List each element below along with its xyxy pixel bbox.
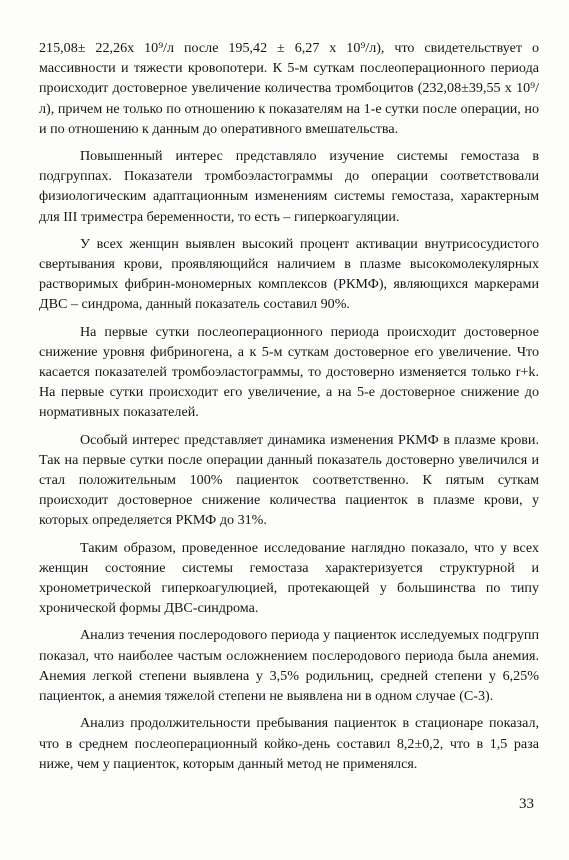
paragraph-2: Повышенный интерес представляло изучение системы гемостаза в подгруппах. Показатели тромбоэластограммы до операции соответствовали физиологическим адаптационным изменениям системы гемостаза, характерным для III триместра беременности, то есть – гиперкоагуляции. bbox=[39, 148, 539, 225]
body-text bbox=[39, 38, 539, 774]
paragraph-3: У всех женщин выявлен высокий процент активации внутрисосудистого свертывания крови, проявляющийся наличием в плазме высокомолекулярных растворимых фибрин-мономерных комплексов (РКМФ), являющихся маркерами ДВС – синдрома, данный показатель составил 90%. bbox=[39, 235, 539, 313]
paragraph-6: Таким образом, проведенное исследование наглядно показало, что у всех женщин состояние системы гемостаза характеризуется структурной и хронометрической гиперкоагулюцией, протекающей у большинства по типу хронической формы ДВС-синдрома. bbox=[39, 539, 539, 617]
paragraph-8: Анализ продолжительности пребывания пациенток в стационаре показал, что в среднем послеоперационный койко-день составил 8,2±0,2, что в 1,5 раза ниже, чем у пациенток, которым данный метод не применялся. bbox=[39, 715, 539, 772]
paragraph-5: Особый интерес представляет динамика изменения РКМФ в плазме крови. Так на первые сутки после операции данный показатель достоверно увеличился и стал положительным 100% пациенток соответственно. К пятым суткам происходит достоверное снижение количества пациенток в плазме крови, у которых определяется РКМФ до 31%. bbox=[39, 431, 539, 529]
page-number: 33 bbox=[519, 796, 534, 812]
paragraph-1: 215,08± 22,26х 10⁹/л после 195,42 ± 6,27 х 10⁹/л), что свидетельствует о массивности и тяжести кровопотери. К 5-м суткам послеоперационного периода происходит достоверное увеличение количества тромбоцитов (232,08±39,55 х 10⁹/л), причем не только по отношению к показателям на 1-е сутки после операции, но и по отношению к данным до оперативного вмешательства. bbox=[39, 40, 539, 137]
paragraph-4: На первые сутки послеоперационного периода происходит достоверное снижение уровня фибриногена, а к 5-м суткам достоверное его увеличение. Что касается показателей тромбоэластограммы, то достоверно изменяется только r+k. На первые сутки происходит его увеличение, а на 5-е достоверное снижение до нормативных показателей. bbox=[39, 323, 539, 421]
paragraph-7: Анализ течения послеродового периода у пациенток исследуемых подгрупп показал, что наиболее частым осложнением послеродового периода была анемия. Анемия легкой степени выявлена у 3,5% родильниц, средней степени у 6,25% пациенток, а анемия тяжелой степени не выявлена ни в одном случае (С-3). bbox=[39, 627, 539, 705]
